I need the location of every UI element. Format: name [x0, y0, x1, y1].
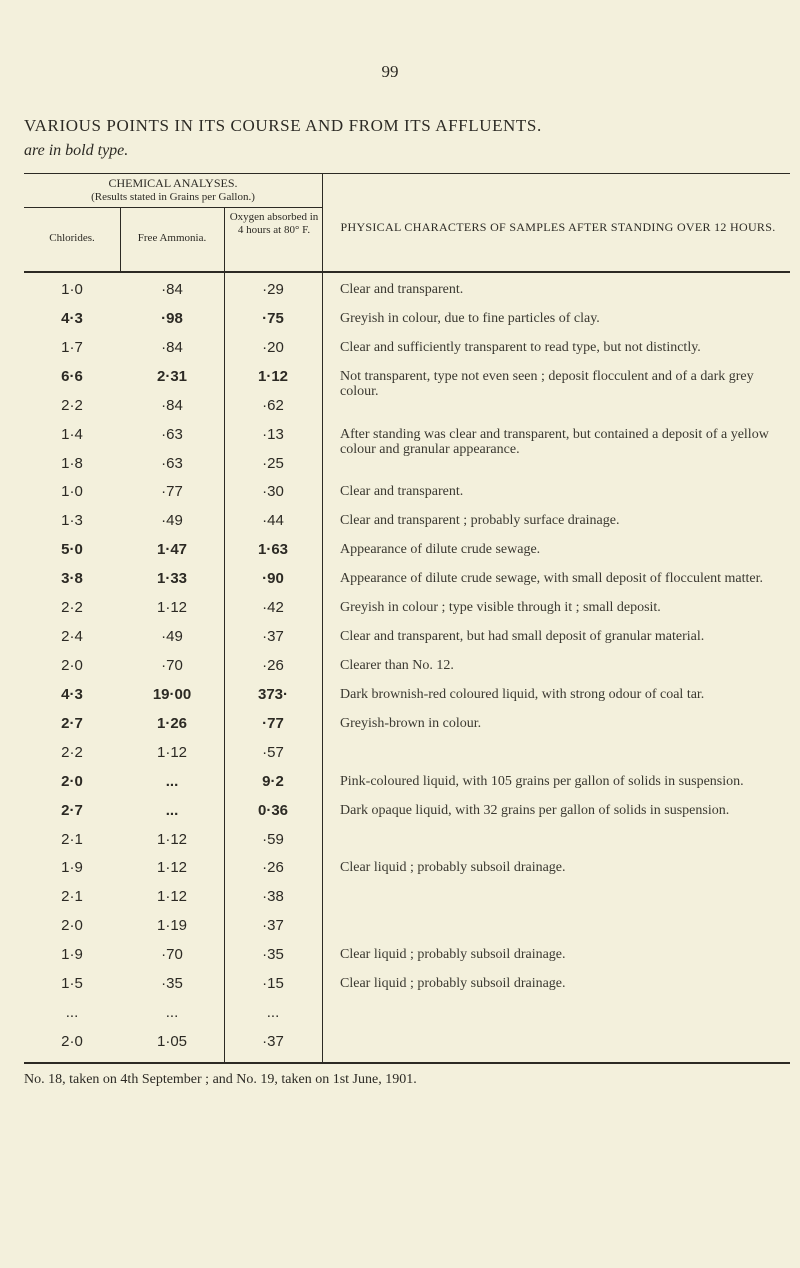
table-cell-oxygen: 0·36 — [257, 802, 289, 819]
table-cell-oxygen: ·42 — [262, 599, 284, 616]
table-cell-chlorides: 1·9 — [61, 859, 83, 876]
description-text: Clear and transparent, but had small deposit of granular material. — [340, 629, 705, 644]
table-cell-chlorides: 2·1 — [61, 831, 83, 848]
description-text: Clear liquid ; probably subsoil drainage. — [340, 947, 566, 962]
table-cell-ammonia: ·77 — [161, 483, 183, 500]
description-text: Dark brownish-red coloured liquid, with strong odour of coal tar. — [340, 687, 705, 702]
table-cell-ammonia: ·98 — [161, 310, 183, 327]
table-cell-oxygen: ·90 — [262, 570, 284, 587]
table-cell-ammonia: ·84 — [161, 397, 183, 414]
table-cell-ammonia: 2·31 — [156, 368, 188, 385]
description-text: Appearance of dilute crude sewage. — [340, 542, 541, 557]
description-text: Clear liquid ; probably subsoil drainage. — [340, 976, 566, 991]
table-cell-oxygen: ·38 — [262, 888, 284, 905]
table-cell-oxygen: ·25 — [262, 455, 284, 472]
description-text: After standing was clear and transparent, but contained a deposit of a yellow colour and granular appearance. — [340, 427, 769, 457]
description-text: Pink-coloured liquid, with 105 grains per gallon of solids in suspension. — [340, 774, 744, 789]
table-cell-ammonia: ·49 — [161, 512, 183, 529]
table-cell-ammonia: ·70 — [161, 946, 183, 963]
description-text: Clearer than No. 12. — [340, 658, 454, 673]
table-cell-chlorides: 2·4 — [61, 628, 83, 645]
table-cell-ammonia: 1·26 — [156, 715, 188, 732]
table-cell-chlorides: 1·0 — [61, 281, 83, 298]
column-divider — [322, 173, 323, 1062]
table-cell-chlorides: 2·2 — [61, 599, 83, 616]
table-cell-chlorides: 2·1 — [61, 888, 83, 905]
description-text: Clear liquid ; probably subsoil drainage. — [340, 860, 566, 875]
page-heading: VARIOUS POINTS IN ITS COURSE AND FROM ITS AFFLUENTS. — [24, 116, 542, 135]
table-cell-chlorides: 4·3 — [61, 310, 83, 327]
col-header-chlorides: Chlorides. — [49, 232, 95, 244]
chem-subheader: (Results stated in Grains per Gallon.) — [91, 191, 255, 203]
table-cell-oxygen: ·20 — [262, 339, 284, 356]
table-cell-ammonia: ·63 — [161, 455, 183, 472]
table-cell-ammonia: ·84 — [161, 281, 183, 298]
table-cell-ammonia: ... — [165, 1004, 179, 1021]
table-cell-oxygen: 373· — [257, 686, 289, 703]
description-text: Greyish in colour, due to fine particles of clay. — [340, 311, 600, 326]
chem-subheader-rule — [24, 207, 322, 208]
table-cell-ammonia: 1·12 — [156, 744, 188, 761]
description-text: Clear and transparent. — [340, 282, 464, 297]
table-cell-oxygen: ·37 — [262, 917, 284, 934]
table-cell-ammonia: ... — [165, 802, 179, 819]
table-cell-oxygen: ·30 — [262, 483, 284, 500]
table-cell-chlorides: 1·9 — [61, 946, 83, 963]
table-cell-chlorides: 2·2 — [61, 744, 83, 761]
table-cell-ammonia: 1·12 — [156, 888, 188, 905]
table-cell-oxygen: ·57 — [262, 744, 284, 761]
table-cell-oxygen: ·44 — [262, 512, 284, 529]
table-cell-chlorides: 2·2 — [61, 397, 83, 414]
table-cell-chlorides: 2·0 — [61, 1033, 83, 1050]
table-cell-chlorides: 2·0 — [61, 657, 83, 674]
table-cell-oxygen: ·13 — [262, 426, 284, 443]
table-cell-chlorides: 1·3 — [61, 512, 83, 529]
col-header-ammonia: Free Ammonia. — [137, 232, 207, 244]
description-text: Dark opaque liquid, with 32 grains per gallon of solids in suspension. — [340, 803, 730, 818]
table-cell-ammonia: 1·12 — [156, 859, 188, 876]
description-text: Clear and transparent. — [340, 484, 464, 499]
table-cell-chlorides: 3·8 — [61, 570, 83, 587]
table-cell-oxygen: ·26 — [262, 859, 284, 876]
table-cell-ammonia: ·63 — [161, 426, 183, 443]
description-text: Appearance of dilute crude sewage, with small deposit of flocculent matter. — [340, 571, 763, 586]
table-cell-oxygen: ·37 — [262, 1033, 284, 1050]
table-cell-ammonia: ·35 — [161, 975, 183, 992]
table-cell-ammonia: 1·12 — [156, 831, 188, 848]
table-cell-oxygen: ·29 — [262, 281, 284, 298]
table-top-rule — [24, 173, 790, 174]
description-text: Not transparent, type not even seen ; deposit flocculent and of a dark grey colour. — [340, 369, 754, 399]
table-cell-oxygen: ·75 — [262, 310, 284, 327]
table-cell-ammonia: 1·19 — [156, 917, 188, 934]
table-cell-ammonia: ·84 — [161, 339, 183, 356]
table-cell-oxygen: ·26 — [262, 657, 284, 674]
table-cell-oxygen: 1·63 — [257, 541, 289, 558]
physical-header: PHYSICAL CHARACTERS OF SAMPLES AFTER STANDING OVER 12 HOURS. — [340, 220, 776, 234]
chem-header: CHEMICAL ANALYSES. — [108, 176, 238, 190]
table-cell-oxygen: ... — [266, 1004, 280, 1021]
table-cell-ammonia: 1·33 — [156, 570, 188, 587]
footnote: No. 18, taken on 4th September ; and No. 19, taken on 1st June, 1901. — [24, 1072, 417, 1087]
col-header-oxygen: Oxygen absorbed in 4 hours at 80° F. — [229, 211, 319, 236]
table-cell-ammonia: 1·47 — [156, 541, 188, 558]
table-cell-chlorides: 4·3 — [61, 686, 83, 703]
table-cell-oxygen: ·77 — [262, 715, 284, 732]
table-cell-ammonia: 1·12 — [156, 599, 188, 616]
header-bottom-rule — [24, 271, 790, 273]
table-cell-oxygen: ·15 — [262, 975, 284, 992]
table-cell-chlorides: 1·8 — [61, 455, 83, 472]
table-cell-oxygen: ·59 — [262, 831, 284, 848]
page-number: 99 — [381, 62, 399, 81]
table-cell-chlorides: 2·0 — [61, 917, 83, 934]
table-cell-ammonia: 1·05 — [156, 1033, 188, 1050]
table-cell-ammonia: ·49 — [161, 628, 183, 645]
table-cell-chlorides: 1·0 — [61, 483, 83, 500]
table-cell-ammonia: ... — [165, 773, 179, 790]
table-bottom-rule — [24, 1062, 790, 1064]
table-cell-oxygen: 9·2 — [262, 773, 284, 790]
page-subheading: are in bold type. — [24, 142, 129, 159]
table-cell-chlorides: 2·7 — [61, 715, 83, 732]
table-cell-chlorides: 1·4 — [61, 426, 83, 443]
table-cell-oxygen: ·35 — [262, 946, 284, 963]
table-cell-ammonia: 19·00 — [152, 686, 192, 703]
table-cell-chlorides: 5·0 — [61, 541, 83, 558]
description-text: Greyish in colour ; type visible through it ; small deposit. — [340, 600, 661, 615]
table-cell-chlorides: 1·5 — [61, 975, 83, 992]
table-cell-ammonia: ·70 — [161, 657, 183, 674]
table-cell-chlorides: ... — [65, 1004, 79, 1021]
description-text: Clear and sufficiently transparent to read type, but not distinctly. — [340, 340, 701, 355]
table-cell-chlorides: 2·0 — [61, 773, 83, 790]
table-cell-oxygen: 1·12 — [257, 368, 289, 385]
table-cell-chlorides: 2·7 — [61, 802, 83, 819]
table-cell-chlorides: 1·7 — [61, 339, 83, 356]
description-text: Greyish-brown in colour. — [340, 716, 482, 731]
table-cell-oxygen: ·37 — [262, 628, 284, 645]
table-cell-chlorides: 6·6 — [61, 368, 83, 385]
description-text: Clear and transparent ; probably surface drainage. — [340, 513, 620, 528]
table-cell-oxygen: ·62 — [262, 397, 284, 414]
